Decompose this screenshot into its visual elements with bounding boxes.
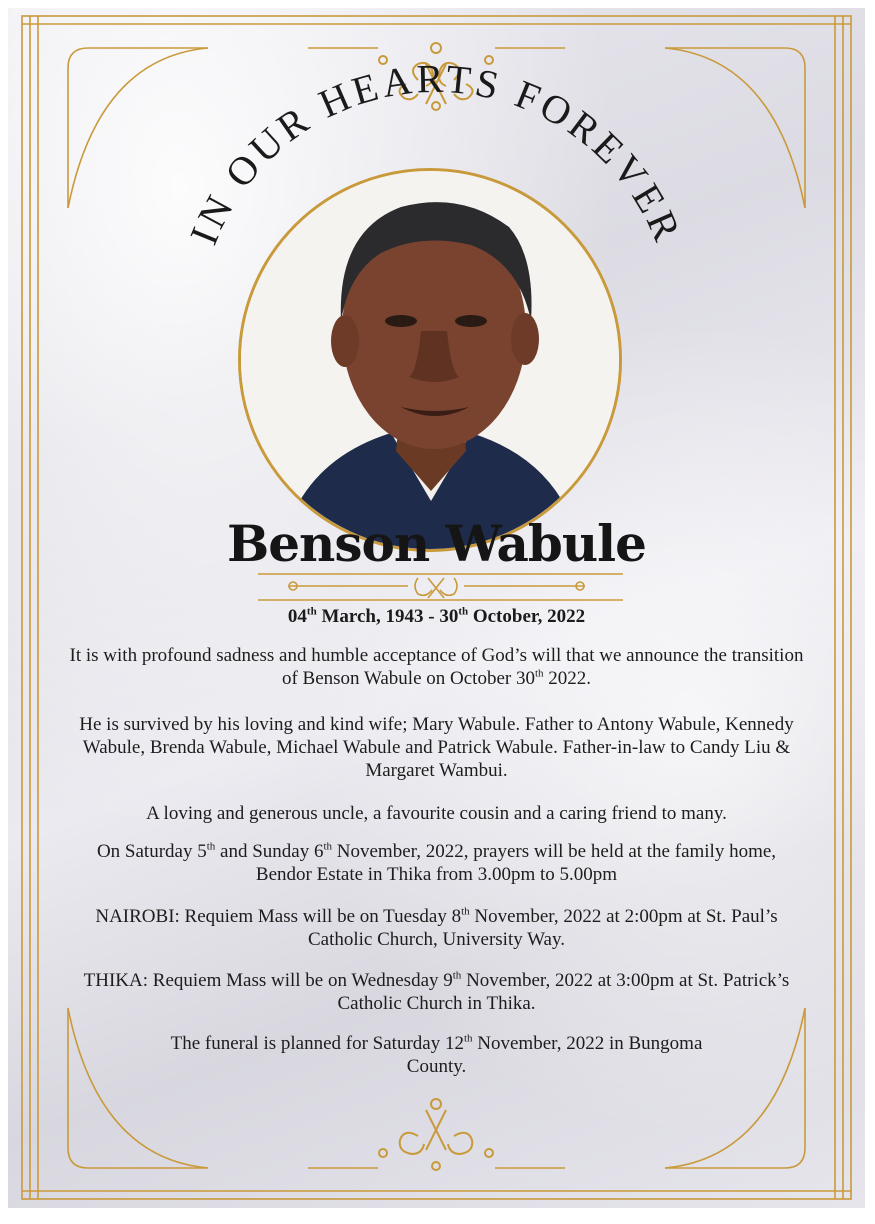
announcement-text: It is with profound sadness and humble acceptance of God’s will that we announce the transition of Benson Wabule on October 30th 2022.	[69, 645, 804, 689]
bottom-ornament	[379, 1099, 493, 1170]
nairobi-mass-text: NAIROBI: Requiem Mass will be on Tuesday 8th November, 2022 at 2:00pm at St. Paul’s Catholic Church, University Way.	[95, 905, 778, 950]
portrait-photo	[238, 168, 622, 552]
life-dates: 04th March, 1943 - 30th October, 2022	[287, 605, 586, 627]
survived-by-text: He is survived by his loving and kind wife; Mary Wabule. Father to Antony Wabule, Kennedy Wabule, Brenda Wabule, Michael Wabule and Patrick Wabule. Father-in-law to Candy Liu & Margaret Wambui.	[79, 714, 794, 781]
memorial-card	[8, 8, 865, 1208]
prayers-text: On Saturday 5th and Sunday 6th November, 2022, prayers will be held at the family home, Bendor Estate in Thika from 3.00pm to 5.00pm	[96, 840, 777, 885]
uncle-text: A loving and generous uncle, a favourite cousin and a caring friend to many.	[146, 803, 727, 824]
deceased-name: Benson Wabule	[226, 514, 646, 573]
funeral-text: The funeral is planned for Saturday 12th November, 2022 in Bungoma County.	[170, 1032, 703, 1077]
thika-mass-text: THIKA: Requiem Mass will be on Wednesday 9th November, 2022 at 3:00pm at St. Patrick’s Catholic Church in Thika.	[83, 969, 790, 1014]
heading-arc-text: IN OUR HEARTS FOREVER	[180, 55, 692, 251]
